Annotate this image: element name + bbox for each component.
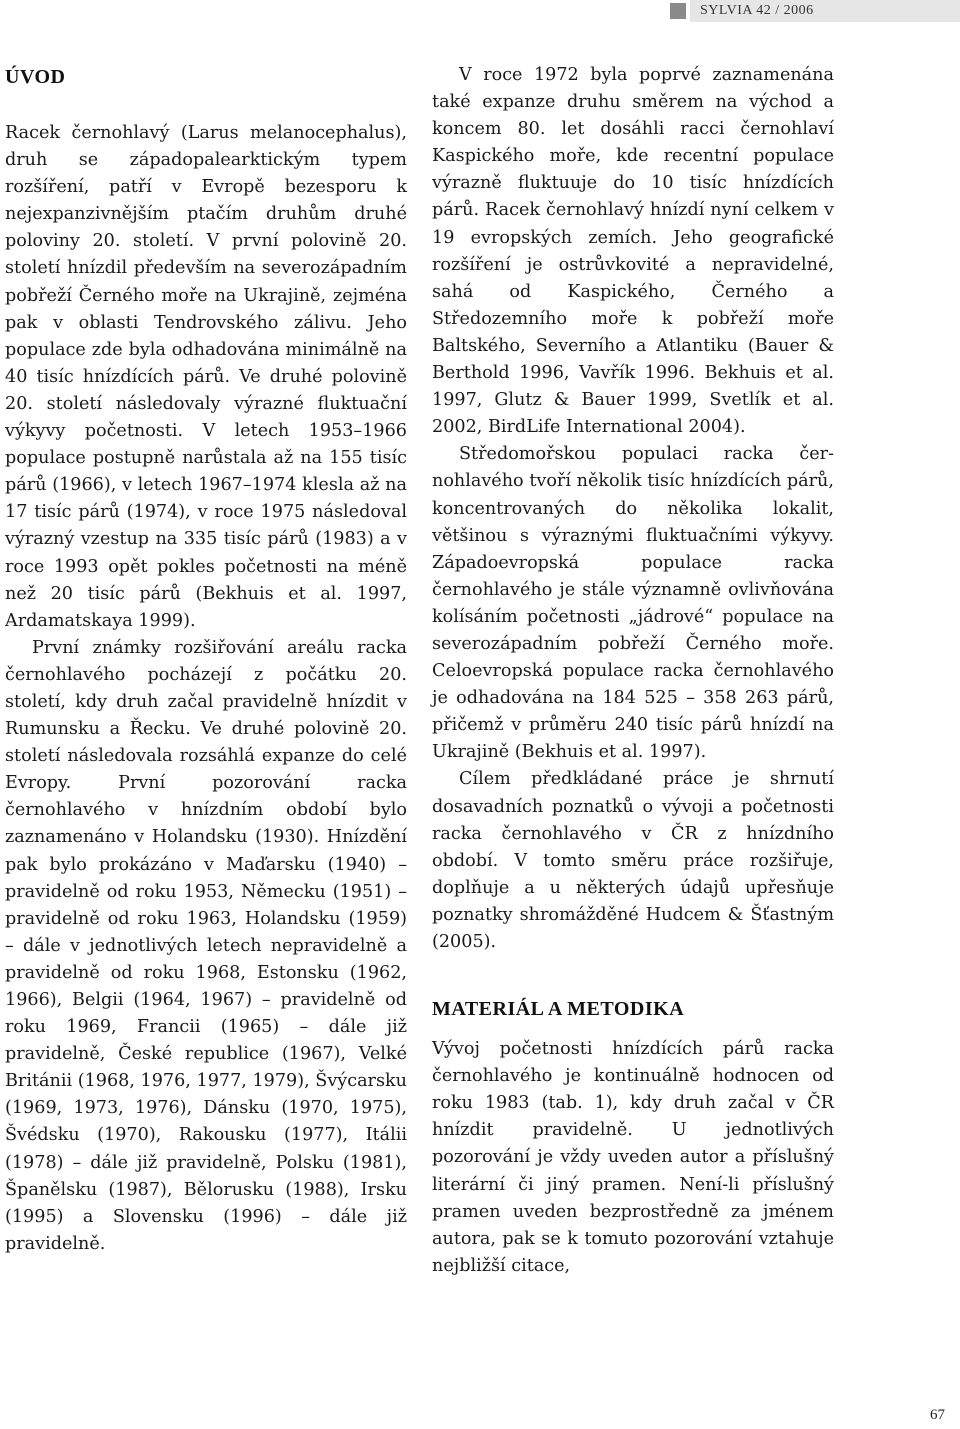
- journal-issue-label: SYLVIA 42 / 2006: [700, 3, 814, 18]
- section-heading-introduction: ÚVOD: [5, 66, 66, 88]
- page-number: 67: [930, 1407, 945, 1423]
- intro-paragraph-5: Cílem předkládané práce je shrnutí dosavadních poznatků o vývoji a početnosti racka černohlavého v ČR z hnízdního období. V tomto směru práce rozšiřuje, doplňuje a u některých údajů upřesňuje poznatky shromážděné Hudcem & Šťastným (2005).: [432, 769, 834, 952]
- intro-paragraph-3: V roce 1972 byla poprvé zaznamenána také expanze druhu směrem na východ a koncem 80. let dosáhli racci černohlaví Kaspického moře, kde recentní populace výrazně fluktuuje do 10 tisíc hnízdících párů. Racek černohlavý hnízdí nyní celkem v 19 evropských zemích. Jeho geografické rozšíření je ostrůvkovité a nepravidelné, sahá od Kaspického, Černého a Středozemního moře k pobřeží moře Baltského, Severního a Atlantiku (Bauer & Berthold 1996, Vavřík 1996. Bekhuis et al. 1997, Glutz & Bauer 1999, Svetlík et al. 2002, BirdLife International 2004).: [432, 65, 834, 438]
- running-head: [0, 0, 960, 22]
- methods-paragraph: Vývoj početnosti hnízdících párů racka černohlavého je kontinuálně hodnocen od roku 1983 (tab. 1), kdy druh začal v ČR hnízdit pravidelně. U jednotlivých pozorování je vždy uveden autor a příslušný literární či jiný pramen. Není-li příslušný pramen uveden bezprostředně za jménem autora, pak se k tomuto pozorování vztahuje nejbližší citace,: [432, 1039, 834, 1276]
- intro-paragraph-4: Středomořskou populaci racka černohlavého tvoří několik tisíc hnízdících párů, koncentrovaných do několika lokalit, většinou s výraznými fluktuačními výkyvy. Západoevropská populace racka černohlavého je stále významně ovlivňována kolísáním početnosti „jádrové“ populace na severozápadním pobřeží Černého moře. Celoevropská populace racka černohlavého je odhadována na 184 525 – 358 263 párů, přičemž v průměru 240 tisíc párů hnízdí na Ukrajině (Bekhuis et al. 1997).: [432, 444, 834, 763]
- left-column: [5, 62, 407, 1258]
- section-heading-methods: MATERIÁL A METODIKA: [432, 998, 685, 1021]
- right-column: [432, 62, 834, 1280]
- running-head-marker: [670, 3, 686, 19]
- intro-paragraph-1: Racek černohlavý (Larus melanocephalus), druh se západopalearktickým typem rozšíření, patří v Evropě bezesporu k nejexpanzivnějším ptačím druhům druhé poloviny 20. století. V první polovině 20. století hnízdil především na severozápadním pobřeží Černého moře na Ukrajině, zejména pak v oblasti Tendrovského zálivu. Jeho populace zde byla odhadována minimálně na 40 tisíc hnízdících párů. Ve druhé polovině 20. století následovaly výrazné fluktuační výkyvy početnosti. V letech 1953–1966 populace postupně narůstala až na 155 tisíc párů (1966), v letech 1967–1974 klesla až na 17 tisíc párů (1974), v roce 1975 následoval výrazný vzestup na 335 tisíc párů (1983) a v roce 1993 opět pokles početnosti na méně než 20 tisíc párů (Bekhuis et al. 1997, Ardamatskaya 1999).: [5, 123, 407, 631]
- intro-paragraph-2: První známky rozšiřování areálu racka černohlavého pocházejí z počátku 20. století, kdy druh začal pravidelně hnízdit v Rumunsku a Řecku. Ve druhé polovině 20. století následovala rozsáhlá expanze do celé Evropy. První pozorování racka černohlavého v hnízdním období bylo zaznamenáno v Holandsku (1930). Hnízdění pak bylo prokázáno v Maďarsku (1940) – pravidelně od roku 1953, Německu (1951) – pravidelně od roku 1963, Holandsku (1959) – dále v jednotlivých letech nepravidelně a pravidelně od roku 1968, Estonsku (1962, 1966), Belgii (1964, 1967) – pravidelně od roku 1969, Francii (1965) – dále již pravidelně, České republice (1967), Velké Británii (1968, 1976, 1977, 1979), Švýcarsku (1969, 1973, 1976), Dánsku (1970, 1975), Švédsku (1970), Rakousku (1977), Itálii (1978) – dále již pravidelně, Polsku (1981), Španělsku (1987), Bělorusku (1988), Irsku (1995) a Slovensku (1996) – dále již pravidelně.: [5, 637, 407, 1254]
